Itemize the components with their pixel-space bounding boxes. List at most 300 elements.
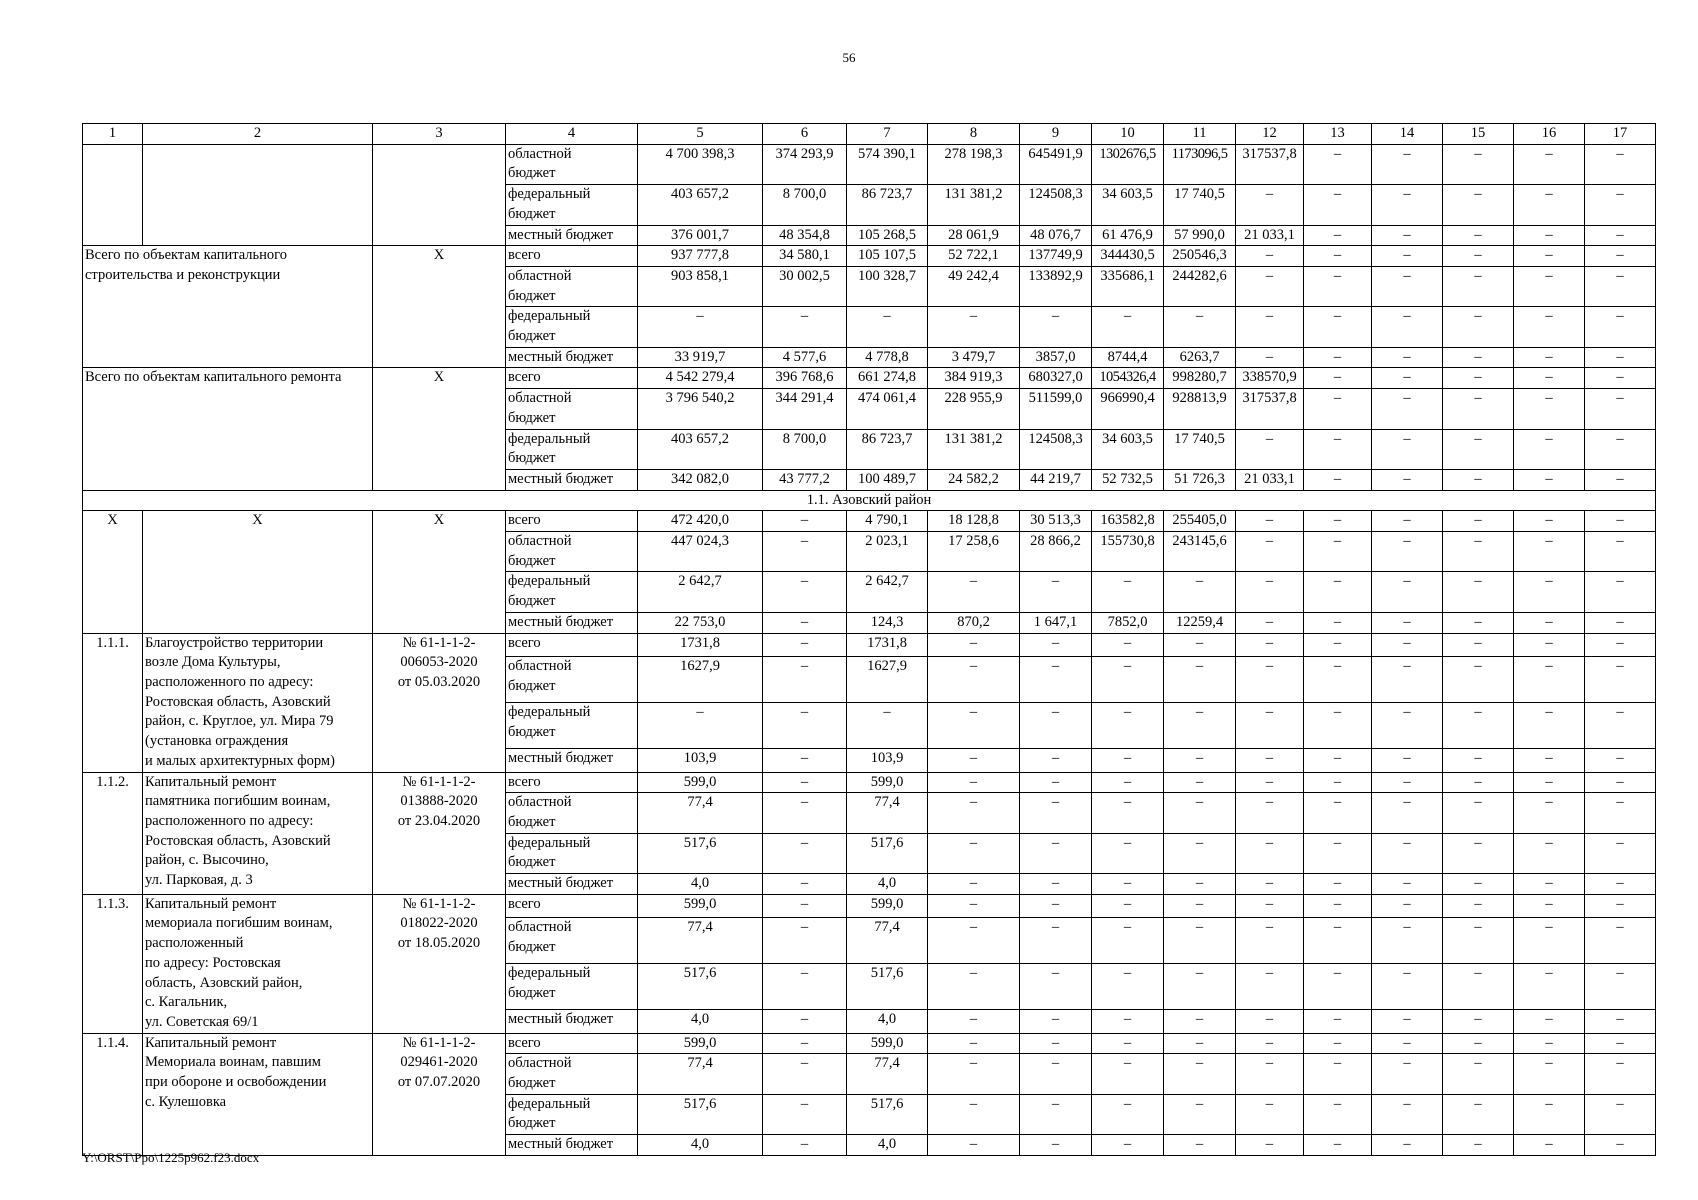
value-cell: – bbox=[1514, 1054, 1585, 1094]
funding-source: местный бюджет bbox=[506, 225, 638, 246]
value-cell: 447 024,3 bbox=[638, 532, 763, 572]
value-cell: – bbox=[1092, 894, 1164, 918]
value-cell: – bbox=[763, 572, 847, 612]
value-cell: – bbox=[1585, 266, 1656, 306]
funding-source: областной бюджет bbox=[506, 657, 638, 703]
value-cell: – bbox=[1372, 1054, 1443, 1094]
column-number: 9 bbox=[1020, 124, 1092, 145]
value-cell: 22 753,0 bbox=[638, 612, 763, 633]
value-cell: – bbox=[1304, 657, 1372, 703]
value-cell: – bbox=[1164, 572, 1236, 612]
funding-source: всего bbox=[506, 368, 638, 389]
value-cell: – bbox=[1585, 307, 1656, 347]
funding-source: областной бюджет bbox=[506, 918, 638, 964]
value-cell: – bbox=[1585, 1135, 1656, 1156]
value-cell: – bbox=[1372, 1010, 1443, 1034]
value-cell: – bbox=[1372, 703, 1443, 749]
value-cell: 51 726,3 bbox=[1164, 469, 1236, 490]
funding-source: федеральный бюджет bbox=[506, 833, 638, 873]
value-cell: 645491,9 bbox=[1020, 144, 1092, 184]
funding-source: местный бюджет bbox=[506, 347, 638, 368]
value-cell: – bbox=[1514, 1094, 1585, 1134]
expertise-doc: Х bbox=[373, 511, 506, 633]
value-cell: – bbox=[1020, 918, 1092, 964]
value-cell: 6263,7 bbox=[1164, 347, 1236, 368]
value-cell: 3857,0 bbox=[1020, 347, 1092, 368]
value-cell: – bbox=[1304, 894, 1372, 918]
value-cell: 1302676,5 bbox=[1092, 144, 1164, 184]
value-cell: 124508,3 bbox=[1020, 429, 1092, 469]
value-cell: – bbox=[1020, 748, 1092, 772]
value-cell: – bbox=[1443, 572, 1514, 612]
funding-source: федеральный бюджет bbox=[506, 572, 638, 612]
value-cell: 472 420,0 bbox=[638, 511, 763, 532]
value-cell: – bbox=[1304, 185, 1372, 225]
value-cell: – bbox=[1585, 633, 1656, 657]
value-cell: 599,0 bbox=[638, 772, 763, 793]
table-row bbox=[83, 246, 1656, 267]
value-cell: – bbox=[1304, 511, 1372, 532]
value-cell: – bbox=[1443, 225, 1514, 246]
value-cell: – bbox=[1514, 964, 1585, 1010]
value-cell: – bbox=[1514, 657, 1585, 703]
expertise-doc: Х bbox=[373, 246, 506, 368]
value-cell: 228 955,9 bbox=[928, 389, 1020, 429]
value-cell: – bbox=[1585, 347, 1656, 368]
value-cell: – bbox=[1443, 347, 1514, 368]
value-cell: – bbox=[1092, 1010, 1164, 1034]
value-cell: – bbox=[1020, 1135, 1092, 1156]
value-cell: 17 740,5 bbox=[1164, 185, 1236, 225]
value-cell: – bbox=[928, 894, 1020, 918]
value-cell: – bbox=[1514, 511, 1585, 532]
value-cell: 1173096,5 bbox=[1164, 144, 1236, 184]
section-header-row bbox=[83, 490, 1656, 511]
value-cell: – bbox=[1020, 894, 1092, 918]
funding-source: всего bbox=[506, 633, 638, 657]
value-cell: – bbox=[1585, 185, 1656, 225]
value-cell: 4,0 bbox=[847, 874, 928, 895]
value-cell: 4,0 bbox=[638, 874, 763, 895]
row-title: Всего по объектам капитального ремонта bbox=[83, 368, 373, 490]
value-cell: 103,9 bbox=[847, 748, 928, 772]
value-cell: – bbox=[1164, 307, 1236, 347]
value-cell: 517,6 bbox=[638, 833, 763, 873]
value-cell: – bbox=[1372, 246, 1443, 267]
value-cell: – bbox=[763, 532, 847, 572]
value-cell: – bbox=[1304, 793, 1372, 833]
value-cell: – bbox=[1236, 772, 1304, 793]
value-cell: – bbox=[1585, 246, 1656, 267]
table-row bbox=[83, 144, 1656, 184]
value-cell: 77,4 bbox=[638, 1054, 763, 1094]
value-cell: 317537,8 bbox=[1236, 144, 1304, 184]
value-cell: 28 866,2 bbox=[1020, 532, 1092, 572]
value-cell: 77,4 bbox=[847, 918, 928, 964]
value-cell: – bbox=[1304, 347, 1372, 368]
column-number: 11 bbox=[1164, 124, 1236, 145]
column-number: 15 bbox=[1443, 124, 1514, 145]
value-cell: 244282,6 bbox=[1164, 266, 1236, 306]
value-cell: – bbox=[928, 307, 1020, 347]
value-cell: – bbox=[928, 657, 1020, 703]
value-cell: 124,3 bbox=[847, 612, 928, 633]
value-cell: 384 919,3 bbox=[928, 368, 1020, 389]
object-name: Капитальный ремонт Мемориала воинам, павшим при обороне и освобождении с. Кулешовка bbox=[143, 1033, 373, 1155]
funding-source: федеральный бюджет bbox=[506, 429, 638, 469]
value-cell: – bbox=[1092, 772, 1164, 793]
value-cell: – bbox=[763, 793, 847, 833]
value-cell: – bbox=[1164, 833, 1236, 873]
value-cell: – bbox=[1092, 1054, 1164, 1094]
column-number: 17 bbox=[1585, 124, 1656, 145]
value-cell: 17 740,5 bbox=[1164, 429, 1236, 469]
value-cell: – bbox=[1236, 185, 1304, 225]
column-number: 16 bbox=[1514, 124, 1585, 145]
value-cell: – bbox=[1585, 511, 1656, 532]
value-cell: – bbox=[1020, 703, 1092, 749]
value-cell: – bbox=[1585, 657, 1656, 703]
value-cell: 43 777,2 bbox=[763, 469, 847, 490]
value-cell: 903 858,1 bbox=[638, 266, 763, 306]
value-cell: – bbox=[1236, 964, 1304, 1010]
value-cell: 28 061,9 bbox=[928, 225, 1020, 246]
value-cell: 21 033,1 bbox=[1236, 225, 1304, 246]
value-cell: – bbox=[1514, 532, 1585, 572]
value-cell: – bbox=[763, 511, 847, 532]
value-cell: 335686,1 bbox=[1092, 266, 1164, 306]
value-cell: 317537,8 bbox=[1236, 389, 1304, 429]
value-cell: – bbox=[1585, 772, 1656, 793]
value-cell: – bbox=[928, 1054, 1020, 1094]
table-row bbox=[83, 894, 1656, 918]
expertise-doc: № 61-1-1-2- 013888-2020 от 23.04.2020 bbox=[373, 772, 506, 894]
value-cell: – bbox=[1514, 894, 1585, 918]
value-cell: 937 777,8 bbox=[638, 246, 763, 267]
value-cell: – bbox=[1514, 874, 1585, 895]
value-cell: – bbox=[928, 633, 1020, 657]
value-cell: – bbox=[763, 964, 847, 1010]
value-cell: – bbox=[763, 657, 847, 703]
value-cell: – bbox=[1236, 657, 1304, 703]
value-cell: – bbox=[1236, 1135, 1304, 1156]
value-cell: – bbox=[1443, 511, 1514, 532]
value-cell: 77,4 bbox=[847, 1054, 928, 1094]
value-cell: – bbox=[1164, 1010, 1236, 1034]
value-cell: – bbox=[1020, 572, 1092, 612]
value-cell: 61 476,9 bbox=[1092, 225, 1164, 246]
value-cell: – bbox=[1585, 612, 1656, 633]
row-number: 1.1.4. bbox=[83, 1033, 143, 1155]
value-cell: 396 768,6 bbox=[763, 368, 847, 389]
value-cell: – bbox=[1092, 918, 1164, 964]
value-cell: – bbox=[1304, 772, 1372, 793]
table-row bbox=[83, 633, 1656, 657]
expertise-doc: № 61-1-1-2- 018022-2020 от 18.05.2020 bbox=[373, 894, 506, 1033]
funding-source: всего bbox=[506, 894, 638, 918]
value-cell: – bbox=[1164, 874, 1236, 895]
funding-source: местный бюджет bbox=[506, 1010, 638, 1034]
value-cell: – bbox=[1164, 633, 1236, 657]
value-cell: – bbox=[1585, 1094, 1656, 1134]
budget-table bbox=[82, 123, 1656, 1156]
value-cell: – bbox=[1514, 633, 1585, 657]
value-cell: – bbox=[763, 612, 847, 633]
value-cell: – bbox=[1020, 1054, 1092, 1094]
value-cell: 599,0 bbox=[638, 1033, 763, 1054]
funding-source: федеральный бюджет bbox=[506, 703, 638, 749]
value-cell: – bbox=[1164, 894, 1236, 918]
value-cell: – bbox=[928, 572, 1020, 612]
value-cell: – bbox=[1020, 772, 1092, 793]
value-cell: – bbox=[763, 918, 847, 964]
value-cell: – bbox=[1443, 748, 1514, 772]
value-cell: 17 258,6 bbox=[928, 532, 1020, 572]
value-cell: 403 657,2 bbox=[638, 429, 763, 469]
value-cell: – bbox=[1164, 748, 1236, 772]
value-cell: – bbox=[1304, 964, 1372, 1010]
value-cell: – bbox=[1304, 429, 1372, 469]
value-cell: – bbox=[1514, 307, 1585, 347]
value-cell: 998280,7 bbox=[1164, 368, 1236, 389]
table-row bbox=[83, 511, 1656, 532]
value-cell: – bbox=[763, 703, 847, 749]
value-cell: – bbox=[1372, 964, 1443, 1010]
funding-source: местный бюджет bbox=[506, 469, 638, 490]
value-cell: – bbox=[1443, 368, 1514, 389]
table-row bbox=[83, 772, 1656, 793]
value-cell: – bbox=[1304, 144, 1372, 184]
value-cell: – bbox=[1236, 1010, 1304, 1034]
value-cell: – bbox=[1236, 793, 1304, 833]
value-cell: 34 603,5 bbox=[1092, 429, 1164, 469]
value-cell: 1627,9 bbox=[847, 657, 928, 703]
value-cell: – bbox=[1443, 185, 1514, 225]
value-cell: – bbox=[1236, 894, 1304, 918]
value-cell: – bbox=[1236, 833, 1304, 873]
value-cell: – bbox=[1092, 1094, 1164, 1134]
value-cell: – bbox=[1514, 389, 1585, 429]
value-cell: – bbox=[1443, 1094, 1514, 1134]
value-cell: – bbox=[1020, 307, 1092, 347]
value-cell: – bbox=[1236, 266, 1304, 306]
value-cell: 1 647,1 bbox=[1020, 612, 1092, 633]
value-cell: – bbox=[1372, 511, 1443, 532]
value-cell: – bbox=[1443, 793, 1514, 833]
table-row bbox=[83, 1033, 1656, 1054]
value-cell: 30 002,5 bbox=[763, 266, 847, 306]
value-cell: – bbox=[1443, 1010, 1514, 1034]
value-cell: – bbox=[1443, 532, 1514, 572]
value-cell: 4 700 398,3 bbox=[638, 144, 763, 184]
value-cell: – bbox=[1372, 307, 1443, 347]
column-number: 3 bbox=[373, 124, 506, 145]
value-cell: – bbox=[1236, 748, 1304, 772]
value-cell: – bbox=[1020, 657, 1092, 703]
value-cell: 163582,8 bbox=[1092, 511, 1164, 532]
value-cell: – bbox=[1585, 1054, 1656, 1094]
value-cell: 131 381,2 bbox=[928, 429, 1020, 469]
object-name bbox=[143, 144, 373, 246]
value-cell: – bbox=[763, 1033, 847, 1054]
value-cell: – bbox=[1514, 793, 1585, 833]
value-cell: – bbox=[847, 307, 928, 347]
value-cell: – bbox=[1092, 657, 1164, 703]
column-number: 13 bbox=[1304, 124, 1372, 145]
value-cell: 517,6 bbox=[847, 1094, 928, 1134]
funding-source: федеральный бюджет bbox=[506, 1094, 638, 1134]
value-cell: – bbox=[1372, 429, 1443, 469]
value-cell: – bbox=[1514, 469, 1585, 490]
value-cell: 4,0 bbox=[847, 1135, 928, 1156]
value-cell: 77,4 bbox=[638, 918, 763, 964]
value-cell: – bbox=[1164, 1054, 1236, 1094]
value-cell: 511599,0 bbox=[1020, 389, 1092, 429]
value-cell: – bbox=[928, 703, 1020, 749]
funding-source: федеральный бюджет bbox=[506, 185, 638, 225]
value-cell: 105 107,5 bbox=[847, 246, 928, 267]
value-cell: 599,0 bbox=[847, 894, 928, 918]
expertise-doc: Х bbox=[373, 368, 506, 490]
funding-source: областной бюджет bbox=[506, 793, 638, 833]
value-cell: 21 033,1 bbox=[1236, 469, 1304, 490]
value-cell: – bbox=[928, 1010, 1020, 1034]
value-cell: – bbox=[1443, 469, 1514, 490]
value-cell: 48 354,8 bbox=[763, 225, 847, 246]
funding-source: всего bbox=[506, 1033, 638, 1054]
value-cell: – bbox=[1304, 266, 1372, 306]
value-cell: – bbox=[1236, 612, 1304, 633]
value-cell: – bbox=[1372, 185, 1443, 225]
value-cell: – bbox=[1514, 918, 1585, 964]
value-cell: 18 128,8 bbox=[928, 511, 1020, 532]
value-cell: – bbox=[1372, 532, 1443, 572]
value-cell: – bbox=[638, 307, 763, 347]
value-cell: – bbox=[1443, 964, 1514, 1010]
value-cell: – bbox=[1372, 894, 1443, 918]
value-cell: – bbox=[1443, 307, 1514, 347]
value-cell: 1627,9 bbox=[638, 657, 763, 703]
value-cell: – bbox=[928, 918, 1020, 964]
column-number: 2 bbox=[143, 124, 373, 145]
value-cell: – bbox=[1443, 657, 1514, 703]
column-number: 4 bbox=[506, 124, 638, 145]
value-cell: – bbox=[1236, 633, 1304, 657]
value-cell: – bbox=[1164, 793, 1236, 833]
value-cell: 966990,4 bbox=[1092, 389, 1164, 429]
value-cell: 517,6 bbox=[638, 1094, 763, 1134]
value-cell: – bbox=[1304, 1094, 1372, 1134]
value-cell: – bbox=[1304, 1054, 1372, 1094]
value-cell: – bbox=[763, 633, 847, 657]
funding-source: местный бюджет bbox=[506, 612, 638, 633]
funding-source: федеральный бюджет bbox=[506, 307, 638, 347]
value-cell: – bbox=[1020, 1010, 1092, 1034]
value-cell: 338570,9 bbox=[1236, 368, 1304, 389]
value-cell: – bbox=[1304, 1010, 1372, 1034]
row-number bbox=[83, 144, 143, 246]
table-row bbox=[83, 368, 1656, 389]
funding-source: всего bbox=[506, 772, 638, 793]
funding-source: местный бюджет bbox=[506, 1135, 638, 1156]
value-cell: – bbox=[1164, 772, 1236, 793]
value-cell: – bbox=[928, 874, 1020, 895]
value-cell: – bbox=[1372, 144, 1443, 184]
value-cell: – bbox=[1092, 1033, 1164, 1054]
value-cell: 7852,0 bbox=[1092, 612, 1164, 633]
value-cell: – bbox=[1020, 633, 1092, 657]
value-cell: – bbox=[1236, 572, 1304, 612]
value-cell: – bbox=[1585, 144, 1656, 184]
value-cell: – bbox=[1443, 266, 1514, 306]
value-cell: – bbox=[1372, 874, 1443, 895]
expertise-doc: № 61-1-1-2- 029461-2020 от 07.07.2020 bbox=[373, 1033, 506, 1155]
value-cell: 661 274,8 bbox=[847, 368, 928, 389]
value-cell: – bbox=[1236, 703, 1304, 749]
value-cell: – bbox=[1443, 918, 1514, 964]
value-cell: – bbox=[928, 748, 1020, 772]
value-cell: – bbox=[1372, 1135, 1443, 1156]
value-cell: 44 219,7 bbox=[1020, 469, 1092, 490]
table-body bbox=[83, 124, 1656, 1156]
value-cell: 8744,4 bbox=[1092, 347, 1164, 368]
row-number: 1.1.3. bbox=[83, 894, 143, 1033]
value-cell: 103,9 bbox=[638, 748, 763, 772]
object-name: Капитальный ремонт мемориала погибшим воинам, расположенный по адресу: Ростовская область, Азовский район, с. Кагальник, ул. Советская 69/1 bbox=[143, 894, 373, 1033]
value-cell: – bbox=[1514, 1033, 1585, 1054]
value-cell: 34 603,5 bbox=[1092, 185, 1164, 225]
value-cell: 30 513,3 bbox=[1020, 511, 1092, 532]
value-cell: – bbox=[1020, 833, 1092, 873]
value-cell: – bbox=[763, 1010, 847, 1034]
value-cell: 4,0 bbox=[847, 1010, 928, 1034]
row-title: Всего по объектам капитального строительства и реконструкции bbox=[83, 246, 373, 368]
value-cell: – bbox=[928, 1033, 1020, 1054]
value-cell: – bbox=[1443, 429, 1514, 469]
value-cell: – bbox=[763, 1135, 847, 1156]
value-cell: – bbox=[1164, 1094, 1236, 1134]
value-cell: – bbox=[1304, 469, 1372, 490]
funding-source: областной бюджет bbox=[506, 532, 638, 572]
value-cell: 100 489,7 bbox=[847, 469, 928, 490]
value-cell: 86 723,7 bbox=[847, 185, 928, 225]
value-cell: – bbox=[1372, 368, 1443, 389]
column-number: 6 bbox=[763, 124, 847, 145]
value-cell: 928813,9 bbox=[1164, 389, 1236, 429]
funding-source: местный бюджет bbox=[506, 874, 638, 895]
value-cell: – bbox=[763, 748, 847, 772]
row-number: Х bbox=[83, 511, 143, 633]
value-cell: – bbox=[1236, 874, 1304, 895]
value-cell: 255405,0 bbox=[1164, 511, 1236, 532]
value-cell: 4,0 bbox=[638, 1135, 763, 1156]
funding-source: областной бюджет bbox=[506, 266, 638, 306]
column-number: 5 bbox=[638, 124, 763, 145]
value-cell: – bbox=[1443, 1033, 1514, 1054]
value-cell: – bbox=[1236, 307, 1304, 347]
value-cell: – bbox=[1304, 1135, 1372, 1156]
value-cell: – bbox=[1443, 703, 1514, 749]
value-cell: – bbox=[1585, 429, 1656, 469]
value-cell: – bbox=[1304, 703, 1372, 749]
value-cell: – bbox=[1236, 918, 1304, 964]
value-cell: – bbox=[1514, 612, 1585, 633]
section-title: 1.1. Азовский район bbox=[83, 490, 1656, 511]
value-cell: – bbox=[1585, 469, 1656, 490]
value-cell: – bbox=[1304, 246, 1372, 267]
value-cell: 2 642,7 bbox=[847, 572, 928, 612]
value-cell: – bbox=[1372, 1033, 1443, 1054]
